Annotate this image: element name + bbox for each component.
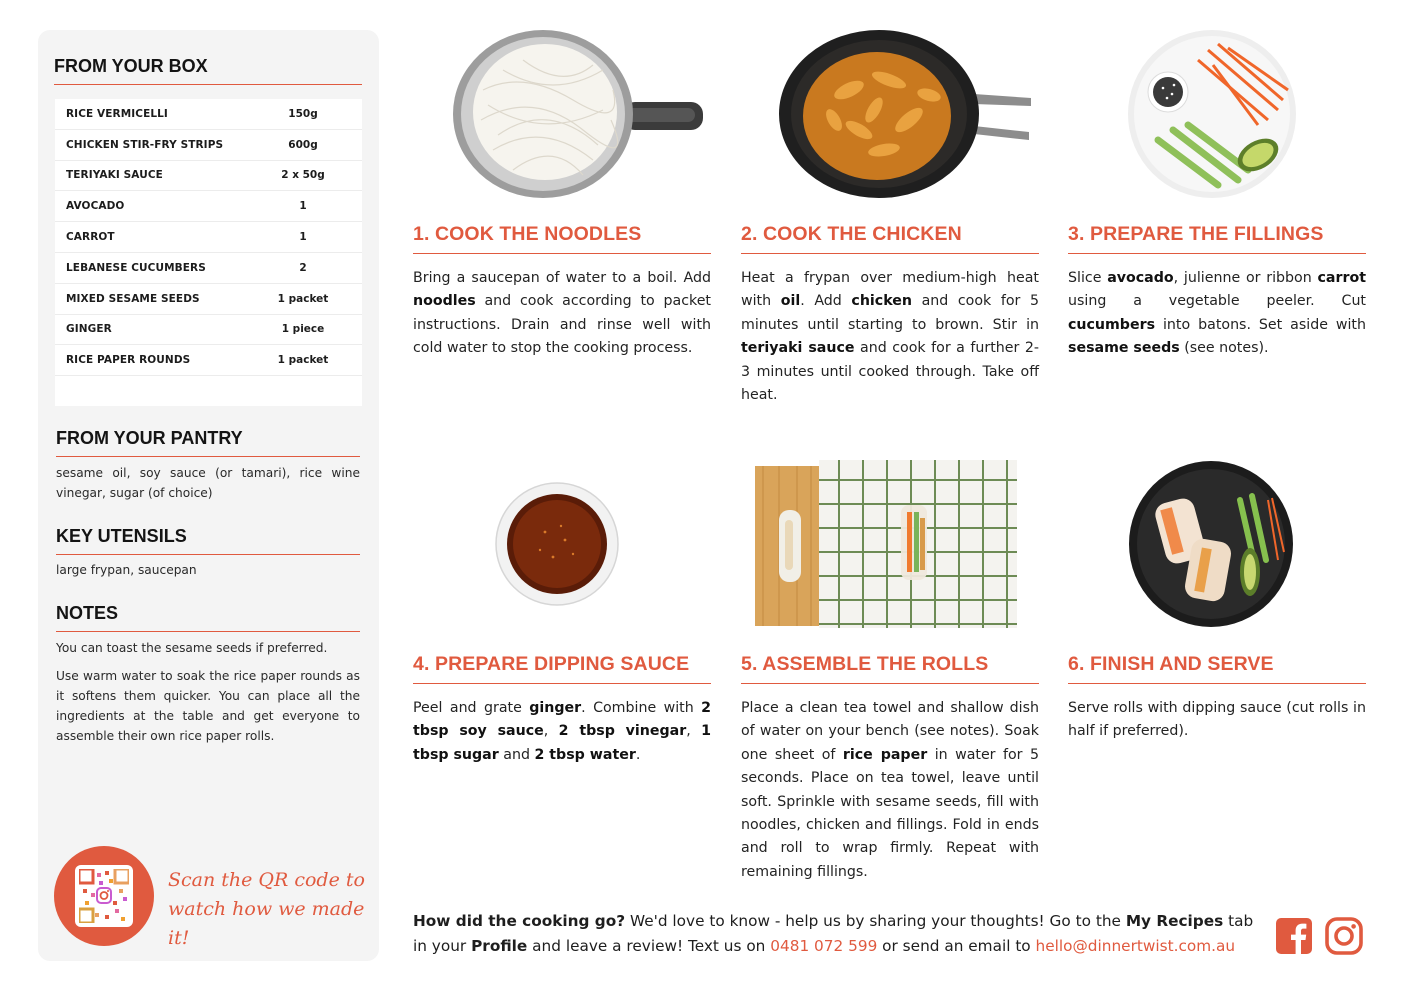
table-row: [55, 222, 362, 253]
step-4-text: [413, 697, 711, 767]
step-1-title: 1. COOK THE NOODLES: [413, 223, 711, 254]
phone-link[interactable]: 0481 072 599: [770, 937, 878, 955]
ingredient-name: RICE VERMICELLI: [66, 107, 168, 120]
table-row: [55, 130, 362, 161]
step-2: [741, 30, 1039, 410]
instruction-text: Heat a frypan over medium-high heat with: [741, 270, 1039, 310]
ingredient-name: RICE PAPER ROUNDS: [66, 354, 191, 367]
step-5-text: [741, 697, 1039, 884]
step-6-text: [1068, 697, 1366, 744]
from-your-box-heading: FROM YOUR BOX: [54, 56, 362, 85]
scan-line-1: Scan the QR code to: [168, 869, 365, 891]
utensils-text: large frypan, saucepan: [56, 563, 197, 577]
emphasis-text: 2 tbsp vinegar: [558, 723, 687, 740]
step-1: [413, 30, 711, 410]
step-3-text: [1068, 267, 1366, 361]
table-row: [55, 253, 362, 284]
ingredient-name: LEBANESE CUCUMBERS: [66, 261, 206, 274]
table-row: [55, 315, 362, 346]
notes-heading: NOTES: [56, 603, 360, 632]
dipping-sauce-bowl-image: [495, 482, 619, 606]
instruction-text: ,: [543, 723, 559, 740]
chicken-pan-image: [779, 30, 1031, 198]
footer-question: How did the cooking go?: [413, 912, 626, 930]
instruction-text: in water for 5 seconds. Place on tea towel, leave until soft. Sprinkle with sesame seeds, fill with noodles, chicken and fillings. Fold in ends and roll to wrap firmly. Repeat with remaining fillings.: [741, 746, 1039, 880]
emphasis-text: ginger: [529, 700, 582, 716]
instruction-text: Bring a saucepan of water to a boil. Add: [413, 270, 711, 286]
emphasis-text: sesame seeds: [1068, 340, 1180, 357]
instagram-icon[interactable]: [1325, 917, 1363, 955]
instruction-text: . Combine with: [581, 700, 702, 716]
emphasis-text: teriyaki sauce: [741, 340, 855, 357]
step-6: [1068, 460, 1366, 860]
ingredients-table: [55, 99, 362, 406]
step-6-title: 6. FINISH AND SERVE: [1068, 653, 1366, 684]
emphasis-text: chicken: [851, 293, 912, 310]
table-row: [55, 345, 362, 376]
scan-line-2: watch how we made it!: [168, 898, 365, 949]
ingredient-qty: 1 packet: [277, 354, 329, 367]
ingredient-qty: 2 x 50g: [281, 169, 325, 182]
instruction-text: (see notes).: [1179, 340, 1269, 357]
emphasis-text: oil: [780, 293, 801, 310]
feedback-footer: [413, 909, 1263, 959]
instruction-text: Place a clean tea towel and shallow dish of water on your bench (see notes). Soak one sheet of: [741, 700, 1039, 763]
profile-link[interactable]: Profile: [471, 937, 528, 955]
ingredient-qty: 2: [299, 261, 307, 274]
ingredient-name: CARROT: [66, 231, 115, 244]
instruction-text: Serve rolls with dipping sauce (cut rolls in half if preferred).: [1068, 700, 1366, 740]
instruction-text: .: [635, 746, 641, 763]
ingredient-qty: 1: [299, 200, 307, 213]
emphasis-text: 2 tbsp water: [534, 746, 636, 763]
from-your-pantry-heading: FROM YOUR PANTRY: [56, 428, 360, 457]
step-5-title: 5. ASSEMBLE THE ROLLS: [741, 653, 1039, 684]
instruction-text: and cook according to packet instructions. Drain and rinse well with cold water to stop the cooking process.: [413, 293, 711, 357]
ingredient-qty: 150g: [288, 107, 318, 120]
noodles-pot-image: [453, 30, 703, 198]
ingredient-qty: 1 piece: [281, 323, 325, 336]
qr-badge[interactable]: [54, 846, 154, 946]
instruction-text: and: [498, 746, 535, 763]
ingredient-name: GINGER: [66, 323, 112, 336]
step-3-title: 3. PREPARE THE FILLINGS: [1068, 223, 1366, 254]
email-link[interactable]: hello@dinnertwist.com.au: [1035, 937, 1236, 955]
ingredient-name: MIXED SESAME SEEDS: [66, 292, 200, 305]
note-1: You can toast the sesame seeds if preferred.: [56, 641, 328, 655]
step-5: [741, 460, 1039, 890]
emphasis-text: rice paper: [842, 746, 928, 763]
ingredient-name: AVOCADO: [66, 200, 125, 213]
assemble-rolls-image: [755, 460, 1017, 628]
table-row: [55, 284, 362, 315]
footer-text-4: or send an email to: [877, 937, 1036, 955]
ingredient-qty: 1: [299, 231, 307, 244]
pantry-text: sesame oil, soy sauce (or tamari), rice wine vinegar, sugar (of choice): [56, 466, 360, 500]
footer-text-1: We'd love to know - help us by sharing your thoughts! Go to the: [625, 912, 1126, 930]
step-1-text: [413, 267, 711, 361]
table-row: [55, 191, 362, 222]
instruction-text: ,: [686, 723, 702, 740]
instruction-text: . Add: [800, 293, 852, 310]
step-4: [413, 460, 711, 860]
instruction-text: Peel and grate: [413, 700, 530, 716]
step-4-title: 4. PREPARE DIPPING SAUCE: [413, 653, 711, 684]
table-row: [55, 161, 362, 192]
qr-code-icon[interactable]: [75, 865, 133, 927]
emphasis-text: 2 tbsp soy sauce: [413, 700, 711, 740]
step-3: [1068, 30, 1366, 410]
scan-qr-caption: [168, 866, 368, 953]
step-2-title: 2. COOK THE CHICKEN: [741, 223, 1039, 254]
my-recipes-link[interactable]: My Recipes: [1125, 912, 1224, 930]
fillings-plate-image: [1128, 30, 1296, 198]
emphasis-text: avocado: [1107, 270, 1174, 286]
ingredient-name: CHICKEN STIR-FRY STRIPS: [66, 138, 224, 151]
instruction-text: Slice: [1068, 270, 1108, 286]
instruction-text: into batons. Set aside with: [1155, 316, 1366, 333]
note-2: Use warm water to soak the rice paper rounds as it softens them quicker. You can place all the ingredients at the table and get everyone to assemble their own rice paper rolls.: [56, 669, 360, 743]
emphasis-text: noodles: [413, 293, 476, 310]
ingredients-sidebar: [38, 30, 379, 961]
ingredient-qty: 1 packet: [277, 292, 329, 305]
instruction-text: and cook for 5 minutes until starting to brown. Stir in: [741, 293, 1039, 333]
emphasis-text: carrot: [1317, 270, 1366, 286]
facebook-icon[interactable]: [1275, 917, 1313, 955]
emphasis-text: cucumbers: [1068, 316, 1156, 333]
table-row: [55, 99, 362, 130]
step-2-text: [741, 267, 1039, 407]
instruction-text: and cook for a further 2-3 minutes until cooked through. Take off heat.: [741, 340, 1039, 404]
instruction-text: using a vegetable peeler. Cut: [1068, 293, 1366, 310]
key-utensils-heading: KEY UTENSILS: [56, 526, 360, 555]
footer-text-2: tab in your: [413, 912, 1254, 955]
instruction-text: , julienne or ribbon: [1173, 270, 1318, 286]
ingredient-name: TERIYAKI SAUCE: [66, 169, 163, 182]
footer-text-3: and leave a review! Text us on: [527, 937, 771, 955]
emphasis-text: 1 tbsp sugar: [413, 723, 711, 763]
ingredient-qty: 600g: [288, 138, 318, 151]
finished-rolls-image: [1128, 460, 1294, 628]
